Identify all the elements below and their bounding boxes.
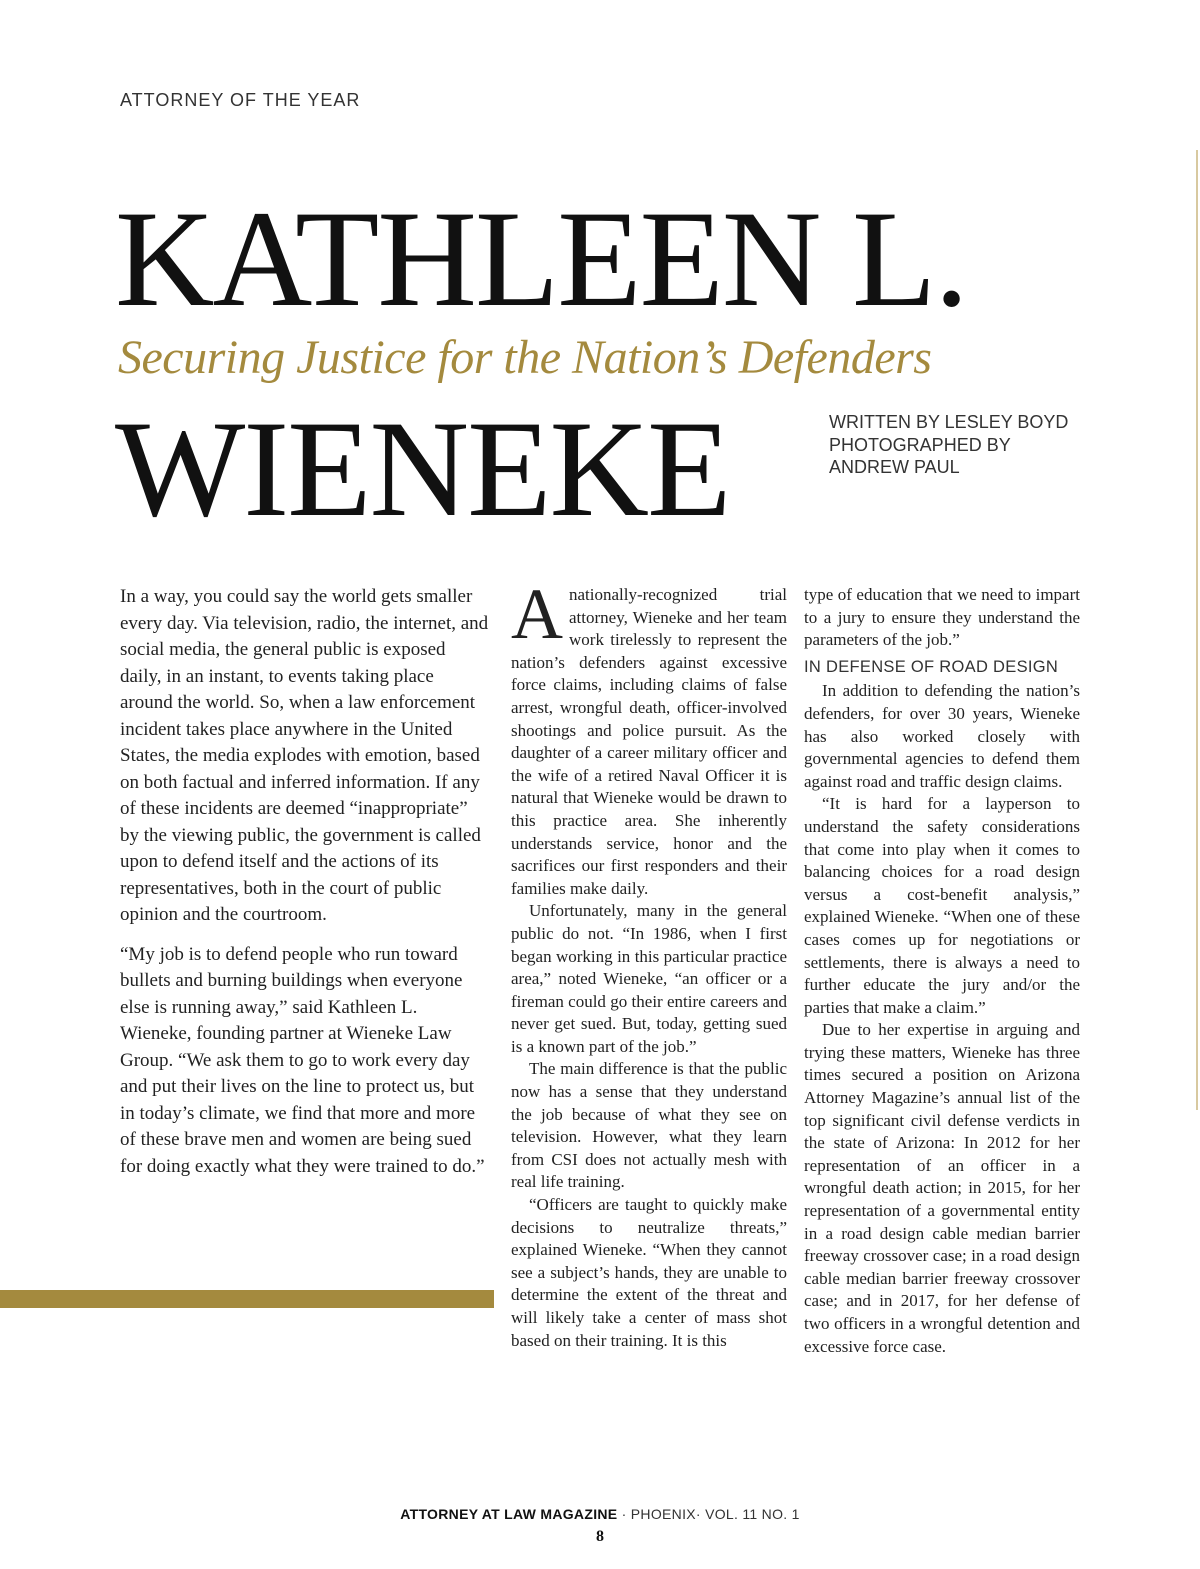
byline-writer: WRITTEN BY LESLEY BOYD (829, 412, 1069, 432)
footer-volume: VOL. 11 NO. 1 (705, 1506, 800, 1522)
body-paragraph (511, 574, 787, 900)
headline-subtitle: Securing Justice for the Nation’s Defenders (118, 331, 932, 384)
headline-first-name: KATHLEEN L. (115, 182, 967, 335)
intro-paragraph: “My job is to defend people who run toward bullets and burning buildings when everyone else is running away,” said Kathleen L. Wieneke, founding partner at Wieneke Law Group. “We ask them to go to work every day and put their lives on the line to protect us, but in today’s climate, we find that more and more of these brave men and women are being sued for doing exactly what they were trained to do.” (120, 943, 485, 1177)
body-paragraph: The main difference is that the public now has a sense that they understand the job because of what they see on television. However, what they learn from CSI does not actually mesh with real life training. (511, 1059, 787, 1192)
intro-paragraph: In a way, you could say the world gets smaller every day. Via television, radio, the internet, and social media, the general public is exposed daily, in an instant, to events taking place around the world. So, when a law enforcement incident takes place anywhere in the United States, the media explodes with emotion, based on both factual and inferred information. If any of these incidents are deemed “inappropriate” by the viewing public, the government is called upon to defend itself and the actions of its representatives, both in the court of public opinion and the courtroom. (120, 586, 489, 925)
page-number: 8 (596, 1528, 604, 1545)
section-label: ATTORNEY OF THE YEAR (120, 90, 361, 110)
page-edge-rule (1196, 150, 1198, 1110)
intro-column (120, 584, 490, 1193)
byline-photo-label: PHOTOGRAPHED BY (829, 434, 1011, 455)
body-paragraph: “It is hard for a layperson to understand the safety considerations that come into play when it comes to balancing choices for a road design versus a cost-benefit analysis,” explained Wieneke. “When one of these cases comes up for negotiations or settlements, there is always a need to further educate the jury and/or the parties that make a claim.” (804, 794, 1080, 1017)
footer-separator: · (695, 1506, 706, 1522)
body-paragraph-continued: type of education that we need to impart to a jury to ensure they understand the parameters of the job.” (804, 585, 1080, 650)
body-column-3 (804, 584, 1080, 1358)
body-paragraph: “Officers are taught to quickly make decisions to neutralize threats,” explained Wieneke. “When they cannot see a subject’s hands, they are unable to determine the extent of the threat and will likely take a center of mass shot based on their training. It is this (511, 1195, 787, 1350)
accent-bar (0, 1290, 494, 1308)
body-column-2 (511, 574, 787, 1352)
body-text: nationally-recognized trial attorney, Wieneke and her team work tirelessly to represent the nation’s defenders against excessive force claims, including claims of false arrest, wrongful death, officer-involved shootings and police pursuit. As the daughter of a career military officer and the wife of a retired Naval Officer it is natural that Wieneke would be drawn to this practice area. She inherently understands service, honor and the sacrifices our first responders and their families make daily. (511, 585, 787, 898)
byline (829, 411, 1068, 479)
drop-cap: A (511, 574, 563, 654)
body-paragraph: In addition to defending the nation’s defenders, for over 30 years, Wieneke has also worked closely with governmental agencies to defend them against road and traffic design claims. (804, 681, 1080, 791)
byline-photographer: ANDREW PAUL (829, 457, 960, 477)
body-paragraph: Due to her expertise in arguing and trying these matters, Wieneke has three times secured a position on Arizona Attorney Magazine’s annual list of the top significant civil defense verdicts in the state of Arizona: In 2012 for her representation of an officer in a wrongful death action; in 2015, for her representation of a governmental entity in a road design cable median barrier freeway crossover case; in a road design cable median barrier freeway crossover case; and in 2017, for her defense of two officers in a wrongful detention and excessive force case. (804, 1020, 1080, 1356)
headline-last-name: WIENEKE (115, 392, 730, 545)
section-subhead: IN DEFENSE OF ROAD DESIGN (804, 657, 1059, 676)
footer-separator: · (617, 1506, 631, 1522)
body-paragraph: Unfortunately, many in the general public do not. “In 1986, when I first began working in this particular practice area,” noted Wieneke, “an officer or a fireman could go their entire careers and never get sued. But, today, getting sued is a known part of the job.” (511, 901, 787, 1056)
footer-magazine: ATTORNEY AT LAW MAGAZINE (400, 1506, 618, 1522)
footer-city: PHOENIX (630, 1506, 696, 1522)
footer (0, 1506, 1200, 1522)
